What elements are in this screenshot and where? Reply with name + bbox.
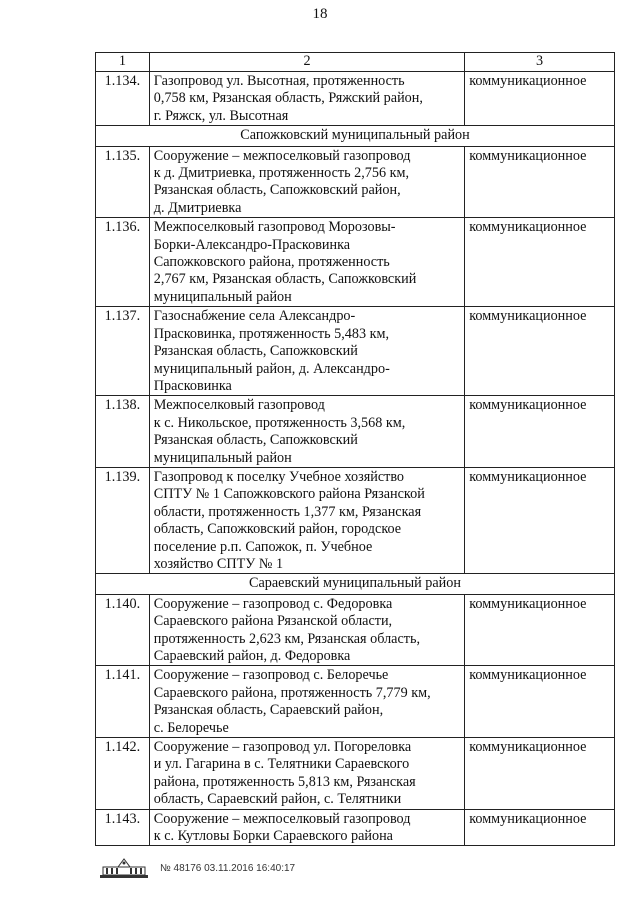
row-description [149, 738, 464, 810]
description-line: Газопровод ул. Высотная, протяженность [153, 73, 405, 89]
table-row [96, 666, 615, 738]
description-line: протяженность 2,623 км, Рязанская область, [153, 630, 420, 647]
row-type: коммуникационное [465, 738, 615, 810]
description-line: Газопровод к поселку Учебное хозяйство [153, 468, 405, 485]
description-line: Сараевского района, протяженность 7,779 км, [153, 684, 431, 701]
description-line: область, Сапожковский район, городское [153, 521, 402, 538]
description-line: Рязанская область, Сапожковский [153, 343, 358, 360]
description-line: Сапожковского района, протяженность [153, 254, 390, 271]
table-row [96, 738, 615, 810]
row-number: 1.135. [96, 146, 150, 218]
description-line: Сооружение – межпоселковый газопровод [153, 810, 411, 827]
description-line: 0,758 км, Рязанская область, Ряжский район, [153, 90, 423, 107]
table-row [96, 307, 615, 396]
description-line: Газоснабжение села Александро- [153, 308, 356, 325]
header-cell: 1 [96, 53, 150, 72]
page-number: 18 [312, 6, 328, 22]
government-building-logo-icon [98, 856, 150, 880]
description-line: муниципальный район [153, 449, 292, 466]
row-number: 1.138. [96, 396, 150, 468]
description-line: района, протяженность 5,813 км, Рязанская [153, 773, 416, 790]
header-cell: 2 [149, 53, 464, 72]
row-description [149, 594, 464, 666]
row-type: коммуникационное [465, 218, 615, 307]
description-line: к д. Дмитриевка, протяженность 2,756 км, [153, 165, 409, 182]
description-line: хозяйство СПТУ № 1 [153, 555, 284, 572]
description-line: Сооружение – газопровод ул. Погореловка [153, 739, 412, 756]
description-line: Прасковинка [153, 377, 232, 394]
row-type: коммуникационное [465, 594, 615, 666]
table-row [96, 809, 615, 846]
row-number: 1.134. [96, 72, 150, 126]
row-number: 1.142. [96, 738, 150, 810]
document-id: № 48176 03.11.2016 16:40:17 [160, 862, 296, 874]
row-type: коммуникационное [465, 307, 615, 396]
row-description [149, 218, 464, 307]
row-number: 1.143. [96, 809, 150, 846]
description-line: Рязанская область, Сараевский район, [153, 702, 384, 719]
description-line: Межпоселковый газопровод Морозовы- [153, 219, 396, 236]
description-line: поселение р.п. Сапожок, п. Учебное [153, 538, 373, 555]
row-description [149, 72, 464, 126]
description-line: Межпоселковый газопровод [153, 397, 325, 414]
description-line: Сараевского района Рязанской области, [153, 613, 393, 630]
description-line: область, Сараевский район, с. Телятники [153, 791, 402, 808]
description-line: муниципальный район [153, 288, 292, 305]
description-line: Сооружение – газопровод с. Белоречье [153, 667, 389, 684]
description-line: области, протяженность 1,377 км, Рязанская [153, 503, 422, 520]
header-cell: 3 [465, 53, 615, 72]
table-row [96, 594, 615, 666]
description-line: Рязанская область, Сапожковский район, [153, 182, 401, 199]
description-line: Прасковинка, протяженность 5,483 км, [153, 325, 390, 342]
row-number: 1.140. [96, 594, 150, 666]
table-row [96, 467, 615, 573]
row-number: 1.137. [96, 307, 150, 396]
row-description [149, 307, 464, 396]
description-line: Борки-Александро-Прасковинка [153, 236, 351, 253]
row-type: коммуникационное [465, 146, 615, 218]
section-title: Сапожковский муниципальный район [96, 126, 615, 146]
description-line: Сараевский район, д. Федоровка [153, 648, 351, 664]
description-line: к с. Никольское, протяженность 3,568 км, [153, 414, 406, 431]
row-type: коммуникационное [465, 666, 615, 738]
row-description [149, 666, 464, 738]
row-number: 1.139. [96, 467, 150, 573]
row-type: коммуникационное [465, 72, 615, 126]
row-number: 1.141. [96, 666, 150, 738]
row-type: коммуникационное [465, 396, 615, 468]
table-row [96, 72, 615, 126]
description-line: СПТУ № 1 Сапожковского района Рязанской [153, 486, 425, 503]
table-row [96, 396, 615, 468]
footer [98, 856, 295, 880]
row-type: коммуникационное [465, 809, 615, 846]
description-line: и ул. Гагарина в с. Телятники Сараевского [153, 756, 410, 773]
description-line: Сооружение – межпоселковый газопровод [153, 147, 411, 164]
description-line: г. Ряжск, ул. Высотная [153, 107, 289, 124]
section-header-row [96, 574, 615, 594]
description-line: с. Белоречье [153, 719, 229, 736]
description-line: Рязанская область, Сапожковский [153, 432, 358, 449]
row-number: 1.136. [96, 218, 150, 307]
section-header-row [96, 126, 615, 146]
table-header-row [96, 53, 615, 72]
row-description [149, 467, 464, 573]
table-row [96, 146, 615, 218]
description-line: Сооружение – газопровод с. Федоровка [153, 595, 393, 612]
description-line: к с. Кутловы Борки Сараевского района [153, 828, 393, 845]
registry-table [95, 52, 615, 846]
description-line: муниципальный район, д. Александро- [153, 360, 390, 377]
row-description [149, 146, 464, 218]
row-description [149, 809, 464, 846]
row-description [149, 396, 464, 468]
row-type: коммуникационное [465, 467, 615, 573]
description-line: д. Дмитриевка [153, 199, 242, 216]
description-line: 2,767 км, Рязанская область, Сапожковский [153, 271, 417, 288]
section-title: Сараевский муниципальный район [96, 574, 615, 594]
table-row [96, 218, 615, 307]
